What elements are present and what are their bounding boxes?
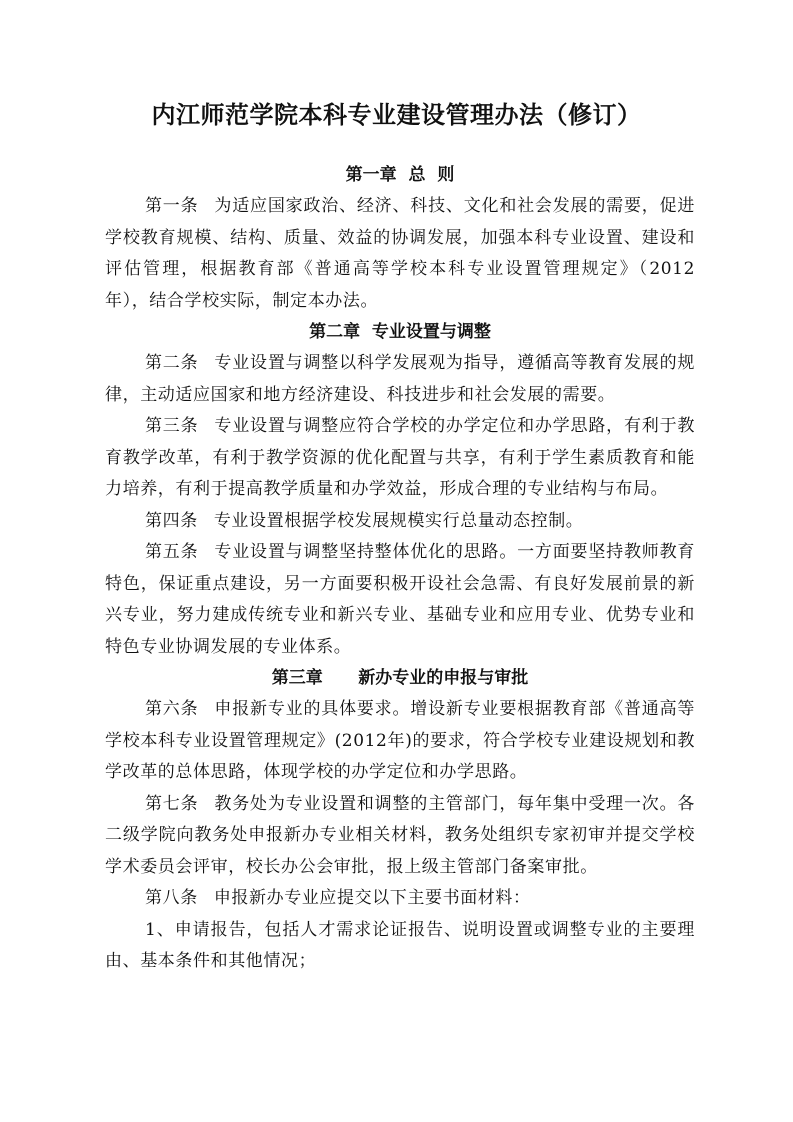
chapter-1-heading: 第一章 总 则 bbox=[345, 165, 455, 185]
article-7 bbox=[105, 789, 695, 884]
article-2-text: 专业设置与调整以科学发展观为指导，遵循高等教育发展的规律，主动适应国家和地方经济建设、科技进步和社会发展的需要。 bbox=[105, 353, 695, 405]
article-4-label: 第四条 bbox=[145, 510, 198, 531]
article-4-text: 专业设置根据学校发展规模实行总量动态控制。 bbox=[213, 510, 584, 531]
article-6 bbox=[105, 694, 695, 789]
article-7-label: 第七条 bbox=[145, 793, 199, 814]
article-1-text: 为适应国家政治、经济、科技、文化和社会发展的需要，促进学校教育规模、结构、质量、效益的协调发展，加强本科专业设置、建设和评估管理，根据教育部《普通高等学校本科专业设置管理规定》（2012年），结合学校实际，制定本办法。 bbox=[105, 196, 695, 311]
article-2-label: 第二条 bbox=[145, 353, 199, 373]
article-5 bbox=[105, 537, 695, 663]
article-2 bbox=[105, 348, 695, 411]
article-5-label: 第五条 bbox=[145, 542, 199, 562]
chapter-3-heading: 第三章 新办专业的申报与审批 bbox=[271, 668, 529, 688]
article-6-label: 第六条 bbox=[145, 699, 199, 719]
article-7-text: 教务处为专业设置和调整的主管部门，每年集中受理一次。各二级学院向教务处申报新办专业相关材料，教务处组织专家初审并提交学校学术委员会评审，校长办公会审批，报上级主管部门备案审批。 bbox=[105, 793, 695, 877]
article-1-label: 第一条 bbox=[145, 196, 199, 216]
chapter-2-heading: 第二章 专业设置与调整 bbox=[309, 322, 491, 342]
article-8 bbox=[105, 883, 695, 915]
article-3-text: 专业设置与调整应符合学校的办学定位和办学思路，有利于教育教学改革，有利于教学资源的优化配置与共享，有利于学生素质教育和能力培养，有利于提高教学质量和办学效益，形成合理的专业结构与布局。 bbox=[105, 416, 695, 499]
article-3-label: 第三条 bbox=[145, 416, 199, 436]
document-body bbox=[105, 160, 695, 978]
article-4 bbox=[105, 506, 695, 538]
article-6-text: 申报新专业的具体要求。增设新专业要根据教育部《普通高等学校本科专业设置管理规定》(2012年)的要求，符合学校专业建设规划和教学改革的总体思路，体现学校的办学定位和办学思路。 bbox=[105, 699, 695, 782]
article-5-text: 专业设置与调整坚持整体优化的思路。一方面要坚持教师教育特色，保证重点建设，另一方面要积极开设社会急需、有良好发展前景的新兴专业，努力建成传统专业和新兴专业、基础专业和应用专业、优势专业和特色专业协调发展的专业体系。 bbox=[105, 542, 695, 657]
document-title: 内江师范学院本科专业建设管理办法（修订） bbox=[151, 101, 642, 129]
article-1 bbox=[105, 191, 695, 317]
article-8-text: 申报新办专业应提交以下主要书面材料： bbox=[213, 888, 531, 908]
article-8-label: 第八条 bbox=[145, 888, 198, 908]
article-3 bbox=[105, 411, 695, 506]
list-item-1: 1、申请报告，包括人才需求论证报告、说明设置或调整专业的主要理由、基本条件和其他情况； bbox=[105, 919, 695, 971]
